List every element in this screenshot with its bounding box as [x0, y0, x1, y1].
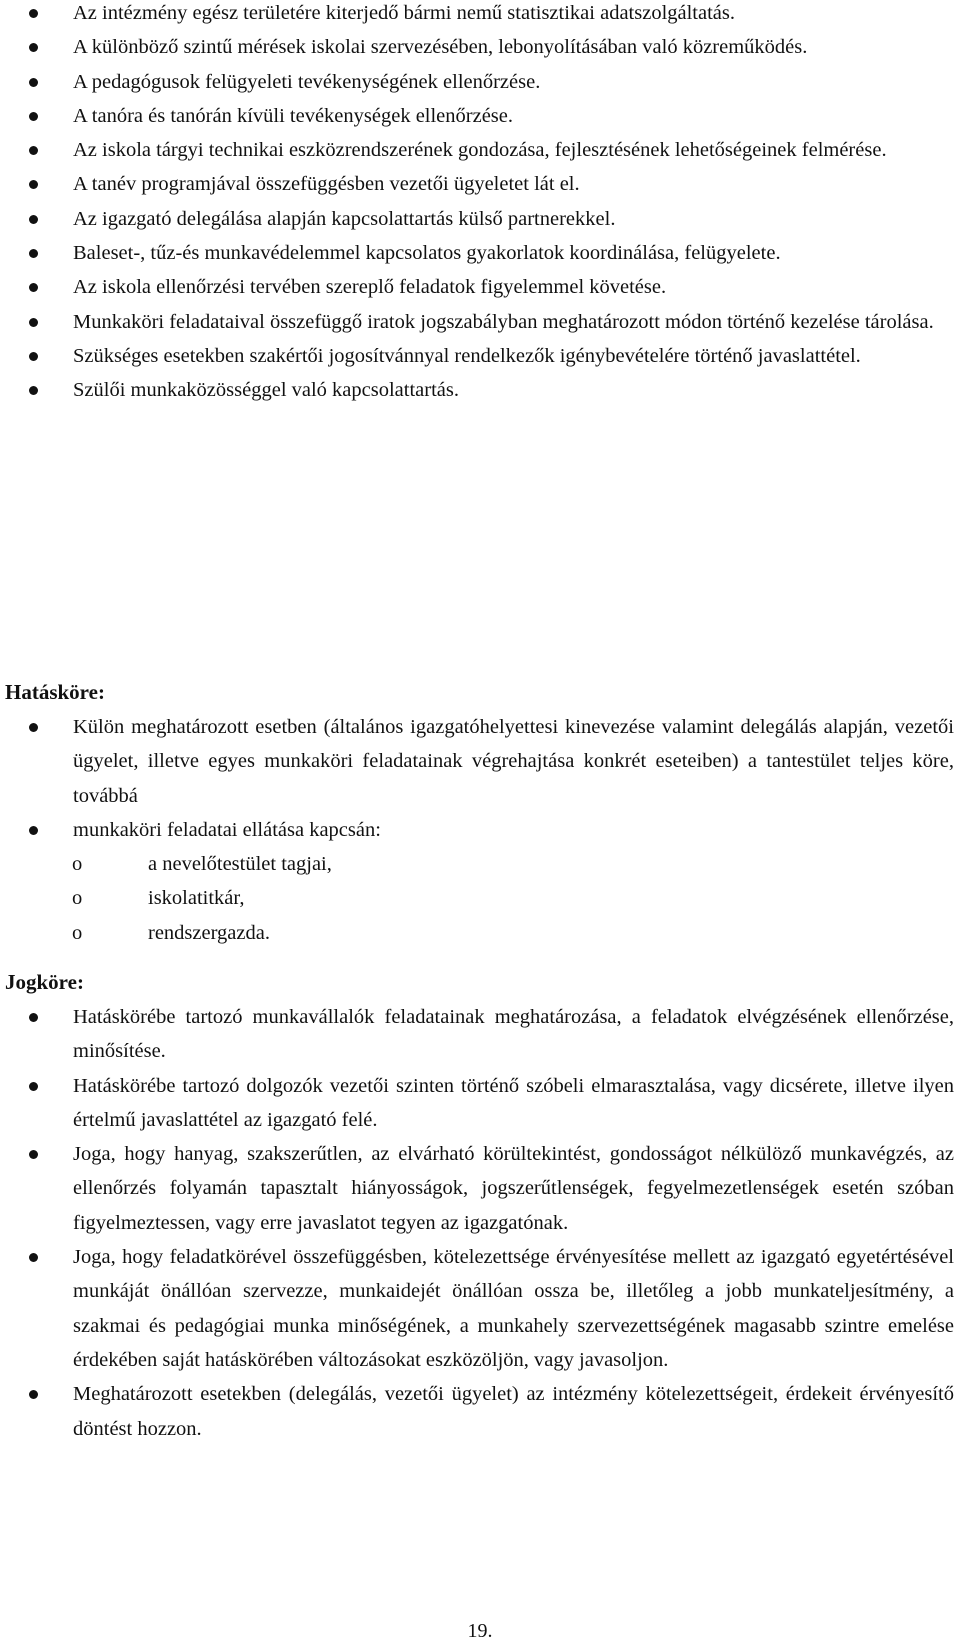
bullet-icon [29, 249, 38, 258]
list-item: A pedagógusok felügyeleti tevékenységének ellenőrzése. [0, 65, 960, 99]
list-item: A különböző szintű mérések iskolai szervezésében, lebonyolításában való közreműködés. [0, 30, 960, 64]
list-item: Meghatározott esetekben (delegálás, vezetői ügyelet) az intézmény kötelezettségeit, érdekeit érvényesítő döntést hozzon. [0, 1377, 960, 1446]
bullet-icon [29, 78, 38, 87]
bullet-icon [29, 283, 38, 292]
jogkore-list [0, 1000, 960, 1446]
list-item: munkaköri feladatai ellátása kapcsán: [0, 813, 960, 847]
duties-list [0, 0, 960, 408]
bullet-icon [29, 1013, 38, 1022]
bullet-icon [29, 723, 38, 732]
hataskore-block [0, 710, 960, 950]
bullet-icon [29, 180, 38, 189]
duties-list-block [0, 0, 960, 408]
list-item: Az intézmény egész területére kiterjedő bármi nemű statisztikai adatszolgáltatás. [0, 0, 960, 30]
bullet-icon [29, 43, 38, 52]
bullet-icon [29, 112, 38, 121]
list-item: Joga, hogy hanyag, szakszerűtlen, az elvárható körültekintést, gondosságot nélkülöző munkavégzés, az ellenőrzés folyamán tapasztalt hiányosságok, jogszerűtlenségek, fegyelmezetlenségek esetén szóban figyelmeztessen, vagy erre javaslatot tegyen az igazgatónak. [0, 1137, 960, 1240]
bullet-icon [29, 215, 38, 224]
hataskore-heading: Hatásköre: [5, 680, 105, 704]
list-item: Baleset-, tűz-és munkavédelemmel kapcsolatos gyakorlatok koordinálása, felügyelete. [0, 236, 960, 270]
list-item: Joga, hogy feladatkörével összefüggésben, kötelezettsége érvényesítése mellett az igazgató egyetértésével munkáját önállóan szervezze, munkaidejét önállóan ossza be, illetőleg a jobb munkateljesítmény, a szakmai és pedagógiai munka minőségének, a munkahely szervezettségének magasabb szintre emelése érdekében saját hatáskörében változásokat eszközöljön, vagy javasoljon. [0, 1240, 960, 1377]
bullet-icon [29, 146, 38, 155]
list-item: Hatáskörébe tartozó dolgozók vezetői szinten történő szóbeli elmarasztalása, vagy dicsérete, illetve ilyen értelmű javaslattétel az igazgató felé. [0, 1069, 960, 1138]
sub-list-item: o iskolatitkár, [0, 881, 960, 915]
bullet-icon [29, 1082, 38, 1091]
bullet-icon [29, 826, 38, 835]
sub-list-item: o rendszergazda. [0, 916, 960, 950]
bullet-icon [29, 9, 38, 18]
list-item: Szükséges esetekben szakértői jogosítvánnyal rendelkezők igénybevételére történő javaslattétel. [0, 339, 960, 373]
circle-bullet-icon: o [72, 921, 83, 944]
bullet-icon [29, 386, 38, 395]
bullet-icon [29, 318, 38, 327]
sub-list-item: o a nevelőtestület tagjai, [0, 847, 960, 881]
bullet-icon [29, 352, 38, 361]
list-item: Szülői munkaközösséggel való kapcsolattartás. [0, 373, 960, 407]
hataskore-sublist [0, 847, 960, 950]
bullet-icon [29, 1150, 38, 1159]
list-item: Az igazgató delegálása alapján kapcsolattartás külső partnerekkel. [0, 202, 960, 236]
list-item: Az iskola ellenőrzési tervében szereplő feladatok figyelemmel követése. [0, 270, 960, 304]
list-item: Munkaköri feladataival összefüggő iratok jogszabályban meghatározott módon történő kezelése tárolása. [0, 305, 960, 339]
bullet-icon [29, 1390, 38, 1399]
page-number: 19. [467, 1620, 493, 1642]
list-item: A tanóra és tanórán kívüli tevékenységek ellenőrzése. [0, 99, 960, 133]
list-item: Az iskola tárgyi technikai eszközrendszerének gondozása, fejlesztésének lehetőségeinek felmérése. [0, 133, 960, 167]
circle-bullet-icon: o [72, 853, 83, 876]
bullet-icon [29, 1253, 38, 1262]
jogkore-block [0, 1000, 960, 1446]
list-item: Hatáskörébe tartozó munkavállalók feladatainak meghatározása, a feladatok elvégzésének ellenőrzése, minősítése. [0, 1000, 960, 1069]
list-item: Külön meghatározott esetben (általános igazgatóhelyettesi kinevezése valamint delegálás alapján, vezetői ügyelet, illetve egyes munkaköri feladatainak végrehajtása konkrét eseteiben) a tantestület teljes köre, továbbá [0, 710, 960, 813]
list-item: A tanév programjával összefüggésben vezetői ügyeletet lát el. [0, 167, 960, 201]
circle-bullet-icon: o [72, 887, 83, 910]
hataskore-list [0, 710, 960, 847]
jogkore-heading: Jogköre: [5, 970, 84, 994]
